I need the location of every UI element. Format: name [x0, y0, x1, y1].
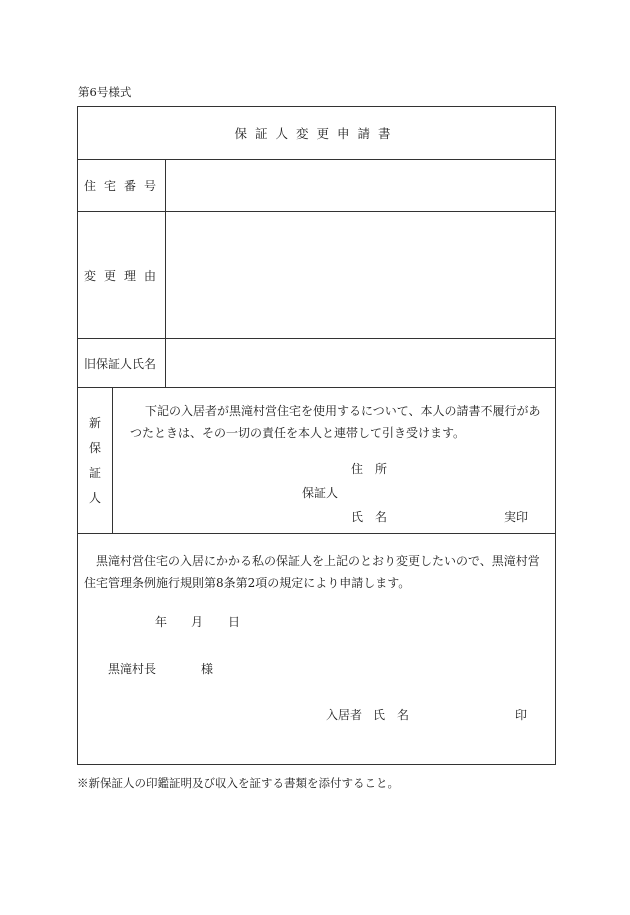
old-guarantor-label-cell	[78, 339, 166, 387]
housing-number-label: 住宅番号	[84, 179, 165, 193]
change-reason-row	[78, 212, 555, 339]
date-month-label: 月	[191, 615, 204, 629]
guarantor-pledge-text: 下記の入居者が黒滝村営住宅を使用するについて、本人の請書不履行があつたときは、その一切の責任を本人と連帯して引き受けます。	[130, 404, 541, 440]
housing-number-row	[78, 160, 555, 212]
change-reason-label: 変更理由	[84, 268, 165, 283]
guarantor-name-label: 氏 名	[351, 510, 388, 524]
date-day-label: 日	[228, 615, 241, 629]
form-number: 第6号様式	[78, 85, 132, 99]
applicant-name-label: 氏 名	[373, 708, 410, 722]
date-year-label: 年	[155, 615, 168, 629]
new-guarantor-label-char: 保	[88, 440, 101, 455]
guarantor-role-label: 保証人	[302, 486, 339, 500]
applicant-seal-label: 印	[515, 708, 528, 722]
form-title: 保証人変更申請書	[234, 126, 399, 141]
new-guarantor-row	[78, 388, 555, 534]
change-reason-label-cell	[78, 212, 166, 338]
new-guarantor-label-cell	[78, 388, 113, 533]
old-guarantor-label: 旧保証人氏名	[84, 356, 157, 371]
request-statement: 黒滝村営住宅の入居にかかる私の保証人を上記のとおり変更したいので、黒滝村営住宅管理条例施行規則第8条第2項の規定により申請します。	[84, 554, 540, 590]
housing-number-label-cell	[78, 160, 166, 211]
attachment-note: ※新保証人の印鑑証明及び収入を証する書類を添付すること。	[77, 776, 399, 790]
guarantor-seal-label: 実印	[504, 510, 529, 524]
guarantor-address-label: 住 所	[351, 462, 388, 476]
new-guarantor-label-char: 新	[88, 415, 101, 430]
addressee-label: 黒滝村長	[108, 662, 157, 676]
applicant-label: 入居者	[326, 708, 363, 722]
old-guarantor-row	[78, 339, 555, 388]
new-guarantor-label-char: 人	[88, 490, 101, 505]
new-guarantor-label-char: 証	[88, 465, 101, 480]
application-form	[77, 106, 556, 765]
addressee-honorific: 様	[201, 662, 214, 676]
new-guarantor-label	[89, 411, 101, 511]
title-row	[78, 107, 555, 160]
